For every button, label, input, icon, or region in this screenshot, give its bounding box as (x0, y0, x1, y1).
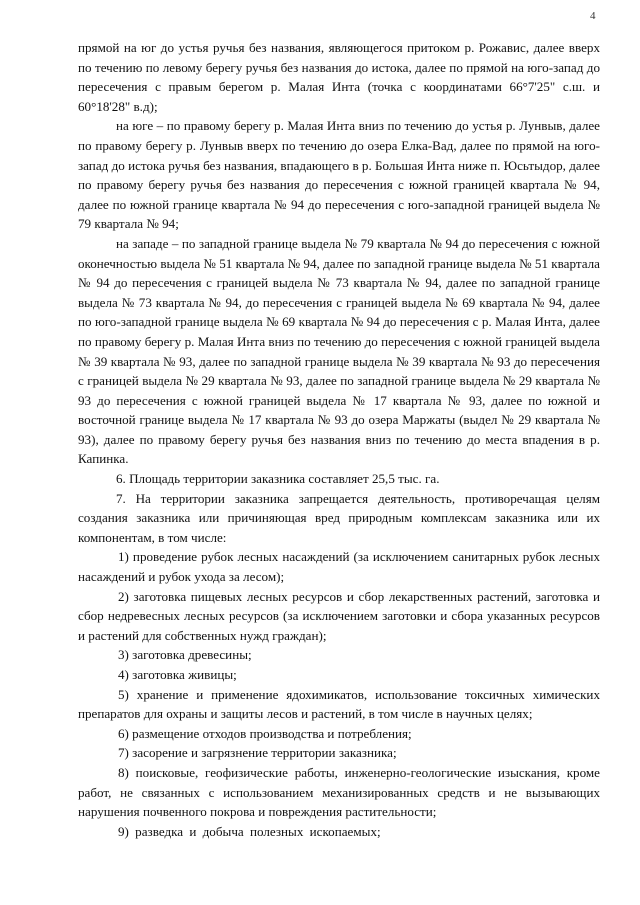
list-item-5: 5) хранение и применение ядохимикатов, использование токсичных химических препаратов для охраны и защиты лесов и растений, в том числе в научных целях; (78, 686, 600, 722)
paragraph-west-boundary: на западе – по западной границе выдела № 79 квартала № 94 до пересечения с южной оконечностью выдела № 51 квартала № 94, далее по западной границе выдела № 51 квартала № 94 до пересечения с границей выдела № 73 квартала № 94, далее по западной границе выдела № 73 квартала № 94, до пересечения с границей выдела № 69 квартала № 94, далее по юго-западной границе выдела № 69 квартала № 94 до пересечения с р. Малая Инта, далее по правому берегу р. Малая Инта вниз по течению до пересечения с южной границей выдела № 39 квартала № 93, далее по западной границе выдела № 39 квартала № 93 до пересечения с границей выдела № 29 квартала № 93, далее по западной границе выдела № 29 квартала № 93 до пересечения с южной границей выдела № 17 квартала № 93, далее по южной и восточной границе выдела № 17 квартала № 93 до озера Маржаты (выдел № 29 квартала № 93), далее по правому берегу ручья без названия вниз по течению до места впадения в р. Капинка. (78, 235, 600, 467)
page-number: 4 (590, 10, 596, 22)
paragraph-south-boundary: на юге – по правому берегу р. Малая Инта вниз по течению до устья р. Лунвыв, далее по правому берегу р. Лунвыв вверх по течению до озера Елка-Вад, далее по прямой на юго-запад до истока ручья без названия, впадающего в р. Большая Инта ниже п. Юсьтыдор, далее по правому берегу ручья без названия до пересечения с южной границей квартала № 94, далее по южной границе квартала № 94 до пересечения с юго-западной границей выдела № 79 квартала № 94; (78, 118, 600, 232)
paragraph-north-boundary-continued: прямой на юг до устья ручья без названия, являющегося притоком р. Рожавис, далее вверх по течению по левому берегу ручья без названия до истока, далее по прямой на юго-запад до пересечения с правым берегом р. Малая Инта (точка с координатами 66°7'25" с.ш. и 60°18'28" в.д); (78, 40, 600, 114)
list-item-8: 8) поисковые, геофизические работы, инженерно-геологические изыскания, кроме работ, не связанных с использованием механизированных средств и не вызывающих нарушения почвенного покрова и повреждения растительности; (78, 764, 600, 820)
document-body (78, 38, 600, 841)
list-item-1: 1) проведение рубок лесных насаждений (за исключением санитарных рубок лесных насаждений и рубок ухода за лесом); (78, 549, 600, 585)
list-item-2: 2) заготовка пищевых лесных ресурсов и сбор лекарственных растений, заготовка и сбор недревесных лесных ресурсов (за исключением заготовки и сбора указанных ресурсов и растений для собственных нужд граждан); (78, 588, 600, 643)
list-item-3: 3) заготовка древесины; (118, 647, 252, 663)
list-item-7: 7) засорение и загрязнение территории заказника; (118, 745, 397, 761)
paragraph-territory-area: 6. Площадь территории заказника составляет 25,5 тыс. га. (116, 471, 440, 487)
list-item-4: 4) заготовка живицы; (118, 667, 237, 682)
list-item-9: 9) разведка и добыча полезных ископаемых; (118, 823, 381, 839)
paragraph-prohibited-activities: 7. На территории заказника запрещается деятельность, противоречащая целям создания заказника или причиняющая вред природным комплексам заказника или их компонентам, в том числе: (78, 490, 600, 545)
list-item-6: 6) размещение отходов производства и потребления; (118, 725, 412, 741)
